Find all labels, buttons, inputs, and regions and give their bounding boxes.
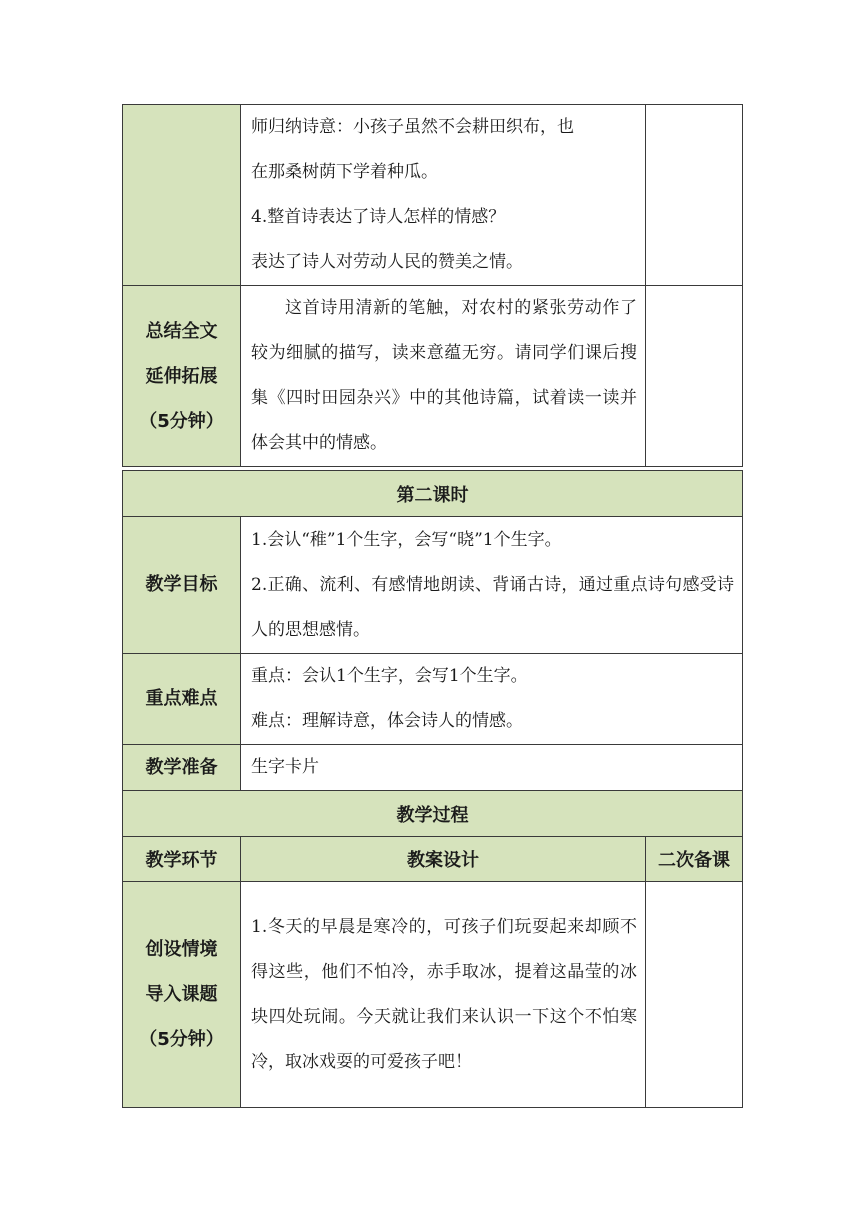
table-row	[123, 105, 743, 286]
summary-label-cell	[123, 286, 241, 467]
prep-label: 教学准备	[123, 745, 241, 791]
key-points-content-cell	[241, 654, 743, 745]
column-header-design: 教案设计	[241, 837, 646, 882]
section-label: 导入课题	[145, 984, 218, 1005]
column-header-stage: 教学环节	[123, 837, 241, 882]
column-header-notes: 二次备课	[646, 837, 743, 882]
notes-cell	[646, 105, 743, 286]
label-cell-empty	[123, 105, 241, 286]
notes-cell	[646, 882, 743, 1108]
goal-item: 2.正确、流利、有感情地朗读、背诵古诗，通过重点诗句感受诗人的思想感情。	[251, 574, 735, 640]
table-row	[123, 654, 743, 745]
content-line: 师归纳诗意：小孩子虽然不会耕田织布，也	[251, 117, 574, 137]
goals-label: 教学目标	[123, 517, 241, 654]
table-row	[123, 517, 743, 654]
summary-text: 这首诗用清新的笔触，对农村的紧张劳动作了较为细腻的描写，读来意蕴无穷。请同学们课后搜集《四时田园杂兴》中的其他诗篇，试着读一读并体会其中的情感。	[251, 298, 637, 453]
table-row	[123, 791, 743, 837]
table-row	[123, 745, 743, 791]
notes-cell	[646, 286, 743, 467]
summary-content-cell	[241, 286, 646, 467]
intro-text: 1.冬天的早晨是寒冷的，可孩子们玩耍起来却顾不得这些，他们不怕冷，赤手取冰，提着这晶莹的冰块四处玩闹。今天就让我们来认识一下这个不怕寒冷，取冰戏耍的可爱孩子吧！	[251, 916, 637, 1072]
key-point-item: 重点：会认1个生字，会写1个生字。	[251, 666, 528, 686]
table-row	[123, 471, 743, 517]
section-label: 总结全文	[145, 320, 218, 342]
key-point-item: 难点：理解诗意，体会诗人的情感。	[251, 711, 523, 731]
lesson-content-cell	[241, 105, 646, 286]
intro-content-cell	[241, 882, 646, 1108]
process-title: 教学过程	[123, 791, 743, 837]
goals-content-cell	[241, 517, 743, 654]
section-label: 延伸拓展	[145, 365, 218, 387]
lesson-table-continued	[122, 104, 743, 467]
intro-label-cell	[123, 882, 241, 1108]
key-points-label: 重点难点	[123, 654, 241, 745]
section-duration: （5分钟）	[139, 410, 224, 432]
table-row	[123, 286, 743, 467]
table-row	[123, 837, 743, 882]
section-duration: （5分钟）	[139, 1029, 224, 1050]
content-line: 4.整首诗表达了诗人怎样的情感？	[251, 207, 506, 227]
second-lesson-table	[122, 470, 743, 1108]
goal-item: 1.会认“稚”1个生字，会写“晓”1个生字。	[251, 529, 562, 550]
content-line: 表达了诗人对劳动人民的赞美之情。	[251, 252, 523, 272]
prep-content: 生字卡片	[241, 745, 743, 791]
content-line: 在那桑树荫下学着种瓜。	[251, 162, 438, 182]
section-title: 第二课时	[123, 471, 743, 517]
table-row	[123, 882, 743, 1108]
section-label: 创设情境	[145, 939, 218, 960]
